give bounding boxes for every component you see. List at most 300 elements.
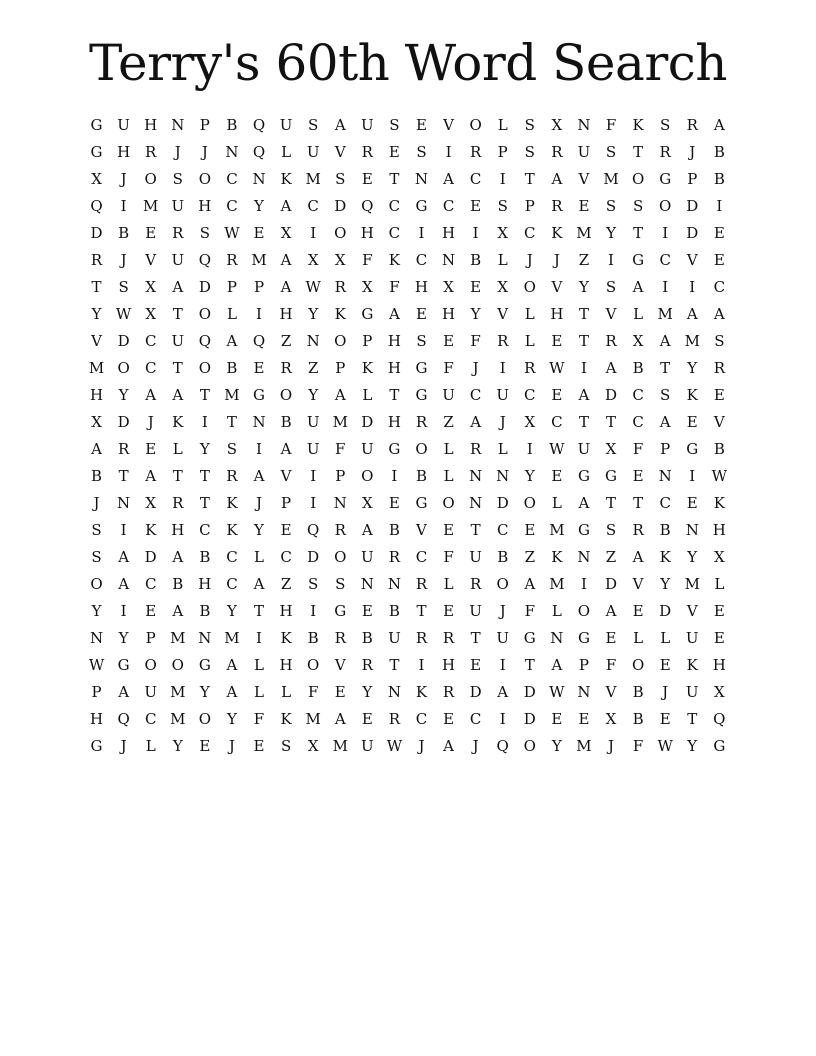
grid-letter: F [632,440,644,458]
grid-letter: I [120,521,127,539]
grid-letter: K [551,224,563,242]
grid-letter: G [361,305,374,323]
grid-letter: Y [199,683,210,701]
grid-letter: H [171,521,185,539]
grid-letter: T [199,467,210,485]
grid-letter: G [388,440,401,458]
grid-letter: J [120,737,127,755]
grid-letter: W [657,737,673,755]
grid-letter: R [334,521,346,539]
grid-letter: D [90,224,103,242]
grid-letter: N [225,143,239,161]
grid-letter: E [388,143,400,161]
grid-letter: X [443,278,454,296]
grid-letter: B [713,440,725,458]
grid-letter: T [470,629,481,647]
grid-letter: G [523,629,536,647]
grid-letter: S [660,386,671,404]
grid-row [83,112,733,139]
grid-letter: H [360,224,374,242]
grid-letter: U [685,629,699,647]
grid-letter: A [145,386,157,404]
grid-letter: A [470,413,482,431]
grid-letter: B [632,710,644,728]
grid-letter: V [713,413,725,431]
grid-letter: I [256,629,262,647]
grid-letter: R [361,656,373,674]
grid-letter: H [712,521,726,539]
grid-letter: I [689,467,696,485]
grid-letter: H [279,602,293,620]
grid-letter: R [551,143,563,161]
grid-letter: B [361,629,373,647]
grid-letter: E [334,683,346,701]
grid-letter: S [524,116,535,134]
grid-letter: C [415,251,428,269]
grid-letter: S [605,521,617,539]
grid-letter: R [659,143,671,161]
grid-letter: H [387,332,401,350]
grid-letter: F [362,251,373,269]
grid-row [83,328,733,355]
grid-letter: U [577,143,591,161]
grid-letter: A [605,359,617,377]
grid-letter: F [307,683,319,701]
grid-letter: V [416,521,427,539]
grid-letter: R [469,143,482,161]
grid-letter: N [577,116,591,134]
grid-letter: N [171,116,185,134]
grid-letter: B [415,467,427,485]
grid-letter: X [497,278,509,296]
grid-letter: O [334,224,347,242]
grid-letter: G [415,386,428,404]
grid-letter: A [172,386,184,404]
grid-letter: D [144,548,157,566]
grid-letter: V [91,332,102,350]
grid-letter: A [388,305,400,323]
grid-letter: S [118,278,129,296]
grid-letter: J [472,359,479,377]
grid-letter: L [443,575,454,593]
grid-letter: K [659,548,671,566]
grid-letter: H [712,656,726,674]
grid-letter: O [659,197,672,215]
grid-letter: U [360,737,374,755]
grid-letter: R [388,548,401,566]
grid-letter: V [605,683,617,701]
grid-letter: J [472,737,479,755]
grid-letter: B [659,521,671,539]
grid-letter: A [226,332,238,350]
grid-letter: Q [117,710,130,728]
grid-letter: V [280,467,292,485]
grid-letter: A [280,197,292,215]
grid-letter: U [442,386,455,404]
grid-letter: E [632,602,644,620]
grid-letter: O [307,656,320,674]
grid-letter: B [118,224,130,242]
grid-letter: I [201,413,208,431]
grid-letter: F [524,602,535,620]
grid-letter: V [497,305,509,323]
grid-letter: N [441,251,456,269]
grid-letter: L [443,467,454,485]
grid-letter: T [606,413,617,431]
grid-letter: R [551,197,563,215]
grid-letter: V [578,170,590,188]
grid-letter: C [524,224,536,242]
grid-letter: N [496,467,510,485]
grid-letter: R [497,332,509,350]
grid-letter: T [524,656,535,674]
grid-letter: F [443,548,454,566]
grid-letter: D [686,197,699,215]
grid-letter: G [659,170,672,188]
grid-row [83,571,733,598]
grid-letter: Y [687,359,698,377]
grid-letter: X [713,683,725,701]
grid-letter: B [226,359,238,377]
grid-letter: J [499,413,506,431]
grid-letter: P [362,332,373,350]
grid-letter: E [713,629,725,647]
grid-letter: R [415,629,428,647]
grid-letter: E [443,332,455,350]
grid-letter: Q [496,737,509,755]
grid-letter: H [89,710,104,728]
grid-letter: Q [361,197,374,215]
grid-letter: T [172,305,183,323]
grid-letter: M [170,710,186,728]
grid-letter: Y [254,197,264,215]
grid-letter: V [551,278,563,296]
grid-letter: A [497,683,509,701]
grid-letter: E [253,359,265,377]
grid-letter: N [414,170,429,188]
grid-letter: R [713,359,725,377]
grid-letter: L [443,440,454,458]
grid-letter: J [174,143,181,161]
grid-letter: C [144,575,157,593]
grid-letter: A [659,332,671,350]
grid-letter: T [633,494,644,512]
grid-letter: S [335,575,346,593]
grid-letter: E [388,494,400,512]
grid-letter: R [280,359,292,377]
grid-letter: Y [606,224,616,242]
grid-letter: E [686,413,698,431]
grid-letter: O [198,710,211,728]
grid-letter: P [199,116,210,134]
grid-letter: E [713,386,725,404]
grid-letter: N [577,683,591,701]
grid-letter: E [145,602,157,620]
grid-letter: A [226,683,238,701]
grid-letter: C [144,359,157,377]
grid-letter: S [497,197,508,215]
grid-letter: E [551,332,563,350]
grid-letter: B [172,575,184,593]
grid-letter: E [280,521,292,539]
grid-letter: H [117,143,131,161]
grid-letter: V [686,602,698,620]
grid-letter: O [334,548,347,566]
grid-letter: G [253,386,265,404]
grid-letter: X [307,737,319,755]
grid-letter: R [415,413,428,431]
grid-letter: D [361,413,374,431]
grid-letter: P [335,359,346,377]
grid-letter: D [198,278,211,296]
grid-letter: S [308,116,319,134]
grid-letter: K [361,359,373,377]
grid-letter: C [659,494,671,512]
grid-letter: H [387,413,401,431]
grid-letter: P [91,683,102,701]
grid-letter: L [524,305,535,323]
grid-letter: Y [660,575,671,593]
grid-letter: M [170,683,186,701]
grid-row [83,463,733,490]
grid-letter: X [361,494,373,512]
grid-letter: T [470,521,481,539]
grid-letter: E [443,602,455,620]
grid-letter: B [470,251,482,269]
grid-letter: D [469,683,482,701]
grid-letter: R [117,440,130,458]
grid-letter: K [632,116,644,134]
grid-letter: I [418,656,425,674]
grid-letter: U [117,116,130,134]
grid-letter: R [686,116,698,134]
grid-letter: F [605,656,617,674]
grid-letter: W [115,305,132,323]
grid-letter: R [415,575,428,593]
grid-letter: A [443,737,454,755]
grid-letter: U [171,197,185,215]
grid-letter: A [578,386,590,404]
grid-letter: B [199,602,211,620]
grid-letter: N [685,521,699,539]
grid-letter: U [279,116,293,134]
grid-letter: T [91,278,102,296]
grid-letter: S [91,521,102,539]
grid-letter: X [145,494,157,512]
grid-letter: Y [226,602,237,620]
grid-letter: C [713,278,726,296]
grid-letter: A [632,278,644,296]
grid-letter: A [280,278,292,296]
grid-letter: N [306,332,320,350]
grid-letter: L [633,629,644,647]
grid-letter: S [389,116,400,134]
grid-letter: X [91,170,102,188]
grid-letter: K [280,170,292,188]
grid-letter: D [307,548,320,566]
grid-letter: I [716,197,723,215]
grid-letter: T [660,359,671,377]
grid-letter: M [332,413,348,431]
grid-letter: O [469,116,482,134]
grid-letter: L [145,737,156,755]
grid-letter: J [418,737,425,755]
grid-letter: O [171,656,184,674]
grid-row [83,220,733,247]
grid-letter: G [415,494,428,512]
grid-row [83,274,733,301]
grid-letter: G [713,737,726,755]
grid-row [83,355,733,382]
grid-letter: J [201,143,208,161]
grid-letter: J [689,143,696,161]
grid-letter: D [659,602,672,620]
grid-letter: K [686,656,698,674]
grid-letter: F [335,440,346,458]
grid-letter: U [144,683,158,701]
grid-letter: S [335,170,346,188]
page-title: Terry's 60th Word Search [89,34,727,92]
grid-letter: I [445,143,452,161]
grid-letter: E [578,710,590,728]
grid-letter: C [388,224,401,242]
grid-letter: T [172,467,183,485]
grid-letter: F [632,737,644,755]
grid-letter: U [469,548,482,566]
grid-letter: G [415,359,428,377]
grid-letter: R [172,224,184,242]
grid-letter: A [334,710,346,728]
grid-letter: Y [91,602,102,620]
grid-letter: R [145,143,157,161]
grid-letter: I [310,467,317,485]
grid-letter: Y [687,737,698,755]
grid-letter: A [578,494,590,512]
grid-letter: J [147,413,154,431]
grid-letter: Y [362,683,373,701]
grid-letter: E [713,224,725,242]
grid-letter: R [632,521,644,539]
grid-letter: X [524,413,536,431]
grid-letter: N [360,575,374,593]
grid-letter: C [469,386,482,404]
grid-letter: G [632,251,645,269]
grid-letter: G [605,467,618,485]
grid-letter: N [117,494,131,512]
grid-letter: M [332,737,348,755]
grid-letter: R [442,629,455,647]
grid-letter: O [117,359,130,377]
grid-letter: O [279,386,293,404]
grid-letter: H [144,116,158,134]
grid-letter: A [118,548,130,566]
grid-letter: T [633,143,644,161]
grid-letter: R [90,251,103,269]
grid-row [83,301,733,328]
grid-letter: Q [252,332,266,350]
grid-letter: B [307,629,319,647]
grid-letter: N [387,683,401,701]
grid-letter: C [469,170,482,188]
grid-letter: P [335,467,346,485]
grid-letter: C [524,386,536,404]
grid-letter: W [386,737,403,755]
grid-letter: M [224,386,240,404]
grid-letter: U [171,251,185,269]
grid-letter: P [524,197,535,215]
grid-letter: N [577,548,591,566]
grid-letter: L [497,116,508,134]
grid-letter: M [576,737,592,755]
grid-letter: Y [308,305,319,323]
grid-letter: E [470,278,482,296]
grid-letter: I [662,224,669,242]
grid-letter: W [711,467,728,485]
grid-letter: I [310,224,317,242]
grid-letter: U [306,440,320,458]
grid-row [83,247,733,274]
grid-letter: P [578,656,589,674]
grid-letter: U [469,602,482,620]
grid-letter: O [577,602,591,620]
grid-letter: J [256,494,263,512]
grid-letter: M [305,710,321,728]
grid-letter: S [199,224,210,242]
grid-letter: O [334,332,347,350]
grid-letter: L [524,332,535,350]
grid-letter: I [310,602,317,620]
grid-letter: N [658,467,672,485]
grid-letter: D [523,683,536,701]
grid-letter: R [469,440,482,458]
grid-letter: N [469,467,483,485]
grid-letter: W [549,683,565,701]
grid-row [83,652,733,679]
grid-letter: F [389,278,400,296]
grid-letter: S [280,737,292,755]
grid-letter: A [659,413,671,431]
grid-letter: D [605,386,618,404]
grid-letter: X [632,332,644,350]
grid-letter: B [388,521,400,539]
grid-letter: Z [280,332,292,350]
grid-letter: P [497,143,508,161]
grid-letter: H [550,305,564,323]
grid-letter: T [633,224,644,242]
grid-letter: T [606,494,617,512]
grid-letter: A [713,305,725,323]
grid-letter: H [279,656,293,674]
grid-letter: B [199,548,211,566]
grid-letter: S [91,548,102,566]
grid-letter: S [714,332,725,350]
grid-letter: R [334,629,346,647]
grid-letter: S [416,332,427,350]
grid-letter: K [334,305,346,323]
grid-letter: M [251,251,267,269]
grid-letter: H [414,278,429,296]
grid-letter: P [660,440,671,458]
grid-letter: E [416,116,427,134]
grid-letter: A [551,656,563,674]
grid-letter: E [632,467,644,485]
grid-letter: O [198,170,211,188]
grid-row [83,598,733,625]
grid-letter: C [632,386,644,404]
grid-letter: A [226,656,238,674]
grid-letter: J [228,737,235,755]
grid-letter: G [90,737,103,755]
